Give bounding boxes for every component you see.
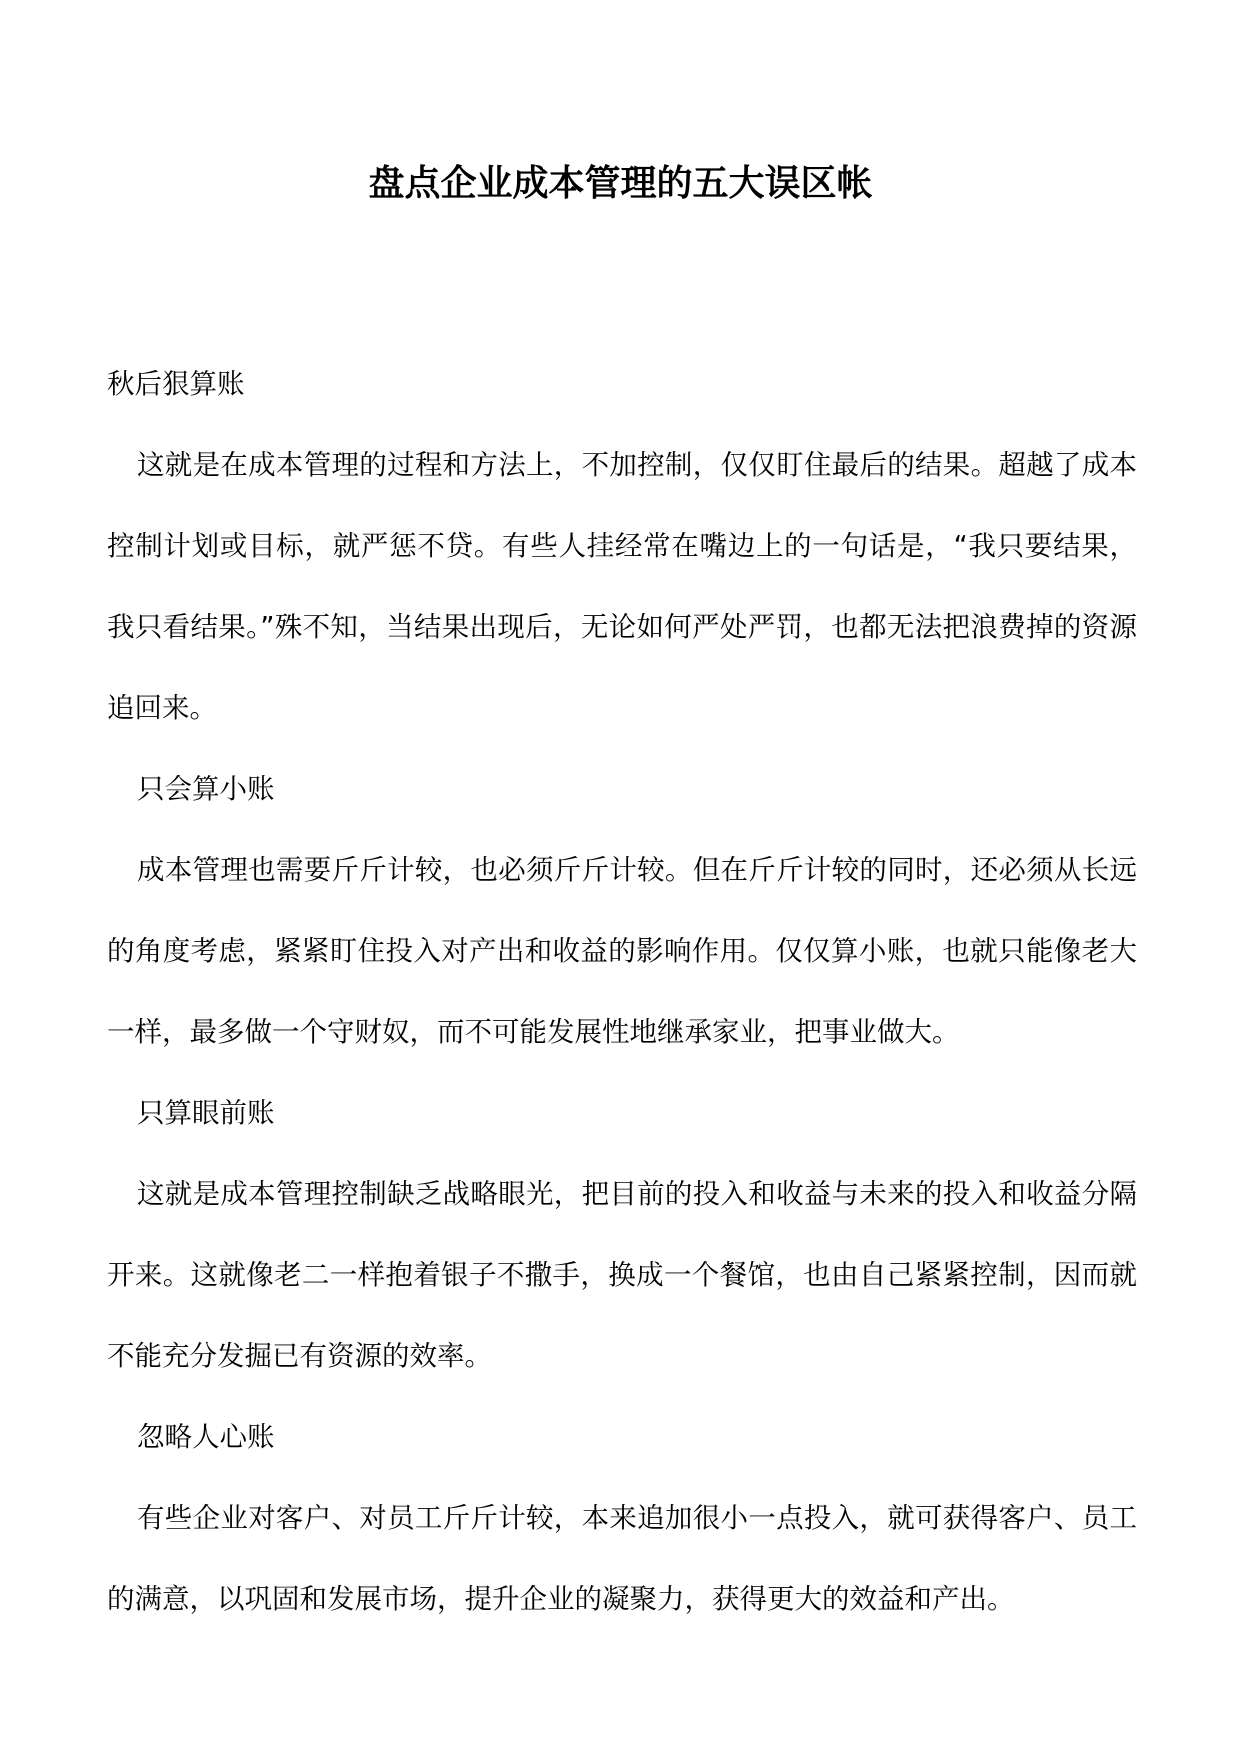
section-paragraph-2: 成本管理也需要斤斤计较，也必须斤斤计较。但在斤斤计较的同时，还必须从长远的角度考虑，紧紧盯住投入对产出和收益的影响作用。仅仅算小账，也就只能像老大一样，最多做一个守财奴，而不可能发展性地继承家业，把事业做大。 (107, 854, 1137, 1048)
section-heading-2: 只会算小账 (137, 773, 275, 805)
document-body (107, 344, 1137, 1640)
section-paragraph-1: 这就是在成本管理的过程和方法上，不加控制，仅仅盯住最后的结果。超越了成本控制计划或目标，就严惩不贷。有些人挂经常在嘴边上的一句话是，“我只要结果，我只看结果。”殊不知，当结果出现后，无论如何严处严罚，也都无法把浪费掉的资源追回来。 (107, 449, 1137, 724)
section-paragraph-3: 这就是成本管理控制缺乏战略眼光，把目前的投入和收益与未来的投入和收益分隔开来。这就像老二一样抱着银子不撒手，换成一个餐馆，也由自己紧紧控制，因而就不能充分发掘已有资源的效率。 (107, 1178, 1137, 1372)
section-heading-3: 只算眼前账 (137, 1097, 275, 1129)
section-heading-1: 秋后狠算账 (107, 368, 245, 400)
section-heading-4: 忽略人心账 (137, 1421, 275, 1453)
document-title: 盘点企业成本管理的五大误区帐 (368, 162, 873, 204)
section-paragraph-4: 有些企业对客户、对员工斤斤计较，本来追加很小一点投入，就可获得客户、员工的满意，以巩固和发展市场，提升企业的凝聚力，获得更大的效益和产出。 (107, 1502, 1137, 1615)
